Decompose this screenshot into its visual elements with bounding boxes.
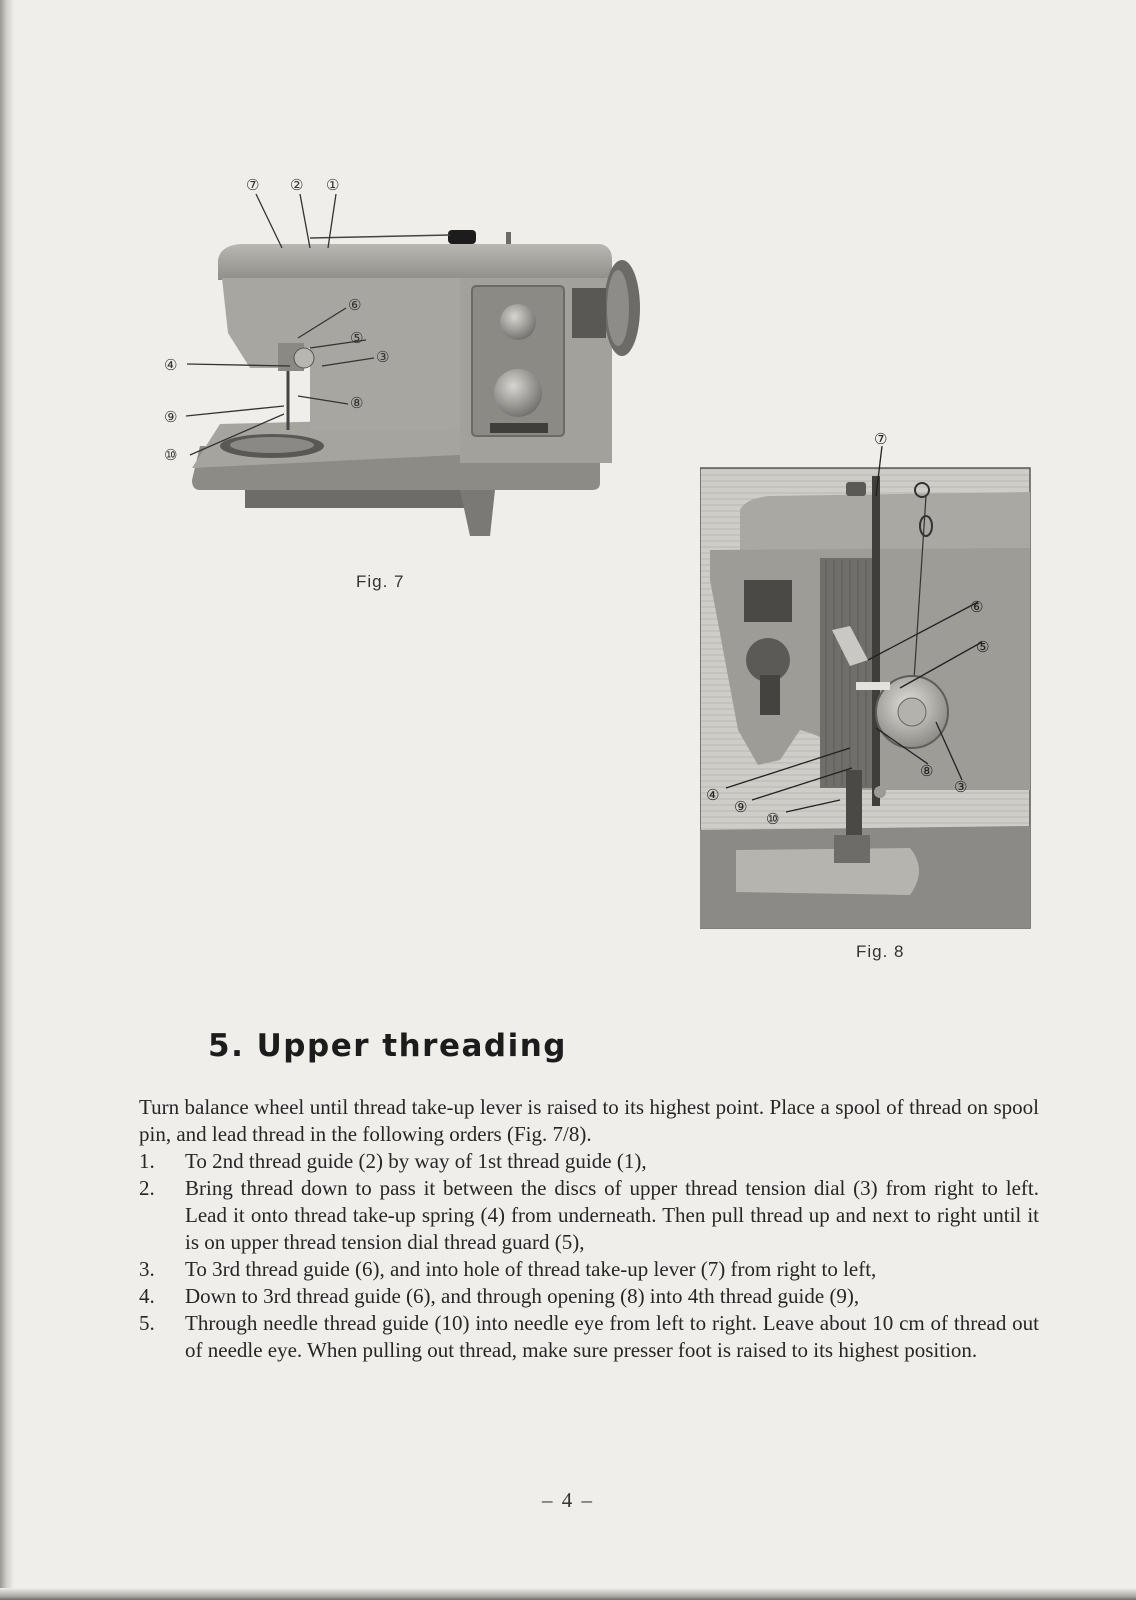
step-text: Through needle thread guide (10) into needle eye from left to right. Leave about 10 cm of thread out of needle eye. When pulling out thread, make sure presser foot is raised to its highest position.: [185, 1311, 1039, 1362]
page-edge-left: [0, 0, 14, 1600]
page-number: – 4 –: [542, 1488, 594, 1512]
step-number: 5.: [139, 1311, 155, 1335]
list-item: [139, 1256, 1039, 1283]
fig8-callout-7: ⑦: [874, 430, 888, 448]
fig7-callout-9: ⑨: [164, 408, 178, 426]
step-number: 3.: [139, 1257, 155, 1281]
fig8-callout-5: ⑤: [976, 638, 990, 656]
list-item: [139, 1175, 1039, 1256]
threading-steps-list: [139, 1148, 1039, 1364]
figure-8-closeup-photo: [700, 430, 1045, 935]
step-number: 2.: [139, 1176, 155, 1200]
fig7-callout-3: ③: [376, 348, 390, 366]
fig7-callout-10: ⑩: [164, 446, 178, 464]
figure-8-caption: Fig. 8: [856, 942, 905, 961]
fig7-callout-4: ④: [164, 356, 178, 374]
fig8-callout-9: ⑨: [734, 798, 748, 816]
fig8-callout-3: ③: [954, 778, 968, 796]
fig8-callout-6: ⑥: [970, 598, 984, 616]
figure-7-caption: Fig. 7: [356, 572, 405, 591]
fig8-callout-10: ⑩: [766, 810, 780, 828]
fig7-callout-2: ②: [290, 176, 304, 194]
fig7-callout-8: ⑧: [350, 394, 364, 412]
fig8-callout-4: ④: [706, 786, 720, 804]
step-number: 1.: [139, 1149, 155, 1173]
fig7-callout-7: ⑦: [246, 176, 260, 194]
section-title: 5. Upper threading: [208, 1028, 567, 1064]
intro-paragraph: Turn balance wheel until thread take-up lever is raised to its highest point. Place a spool of thread on spool pin, and lead thread in the following orders (Fig. 7/8).: [139, 1095, 1039, 1146]
step-text: To 3rd thread guide (6), and into hole of thread take-up lever (7) from right to left,: [185, 1257, 877, 1281]
list-item: [139, 1310, 1039, 1364]
figure-7-sewing-machine: [160, 168, 660, 558]
list-item: [139, 1148, 1039, 1175]
fig8-callout-8: ⑧: [920, 762, 934, 780]
page-edge-bottom: [0, 1588, 1136, 1600]
step-number: 4.: [139, 1284, 155, 1308]
fig7-callout-5: ⑤: [350, 329, 364, 347]
fig7-callout-1: ①: [326, 176, 340, 194]
fig7-callout-6: ⑥: [348, 296, 362, 314]
step-text: Bring thread down to pass it between the discs of upper thread tension dial (3) from right to left. Lead it onto thread take-up spring (4) from underneath. Then pull thread up and next to right until it is on upper thread tension dial thread guard (5),: [185, 1176, 1039, 1254]
list-item: [139, 1283, 1039, 1310]
step-text: To 2nd thread guide (2) by way of 1st thread guide (1),: [185, 1149, 647, 1173]
step-text: Down to 3rd thread guide (6), and through opening (8) into 4th thread guide (9),: [185, 1284, 860, 1308]
